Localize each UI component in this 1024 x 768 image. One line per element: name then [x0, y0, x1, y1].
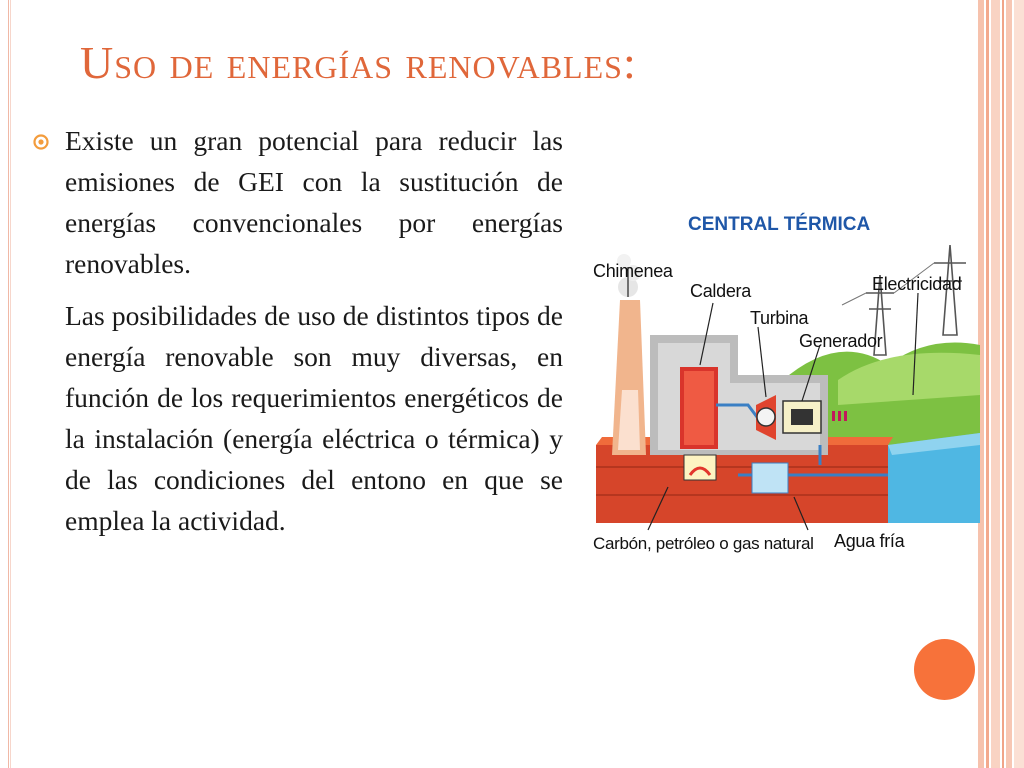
power-plant-diagram [588, 205, 980, 577]
paragraph: Existe un gran potencial para reducir las emisiones de GEI con la sustitución de energías convencionales por energías renovables. [65, 125, 563, 279]
frame-line [10, 0, 11, 768]
decorative-circle [914, 639, 975, 700]
label-generador: Generador [799, 331, 883, 351]
label-combustible: Carbón, petróleo o gas natural [593, 534, 814, 553]
frame-line [8, 0, 9, 768]
label-caldera: Caldera [690, 281, 751, 301]
body-text [65, 120, 563, 541]
label-chimenea: Chimenea [593, 261, 673, 281]
diagram-title: CENTRAL TÉRMICA [688, 214, 871, 235]
bullet-icon [33, 134, 49, 150]
label-turbina: Turbina [750, 308, 809, 328]
paragraph: Las posibilidades de uso de distintos tipos de energía renovable son muy diversas, en función de los requerimientos energéticos de la instalación (energía eléctrica o térmica) y de las condiciones del entono en que se emplea la actividad. [65, 300, 563, 536]
label-agua: Agua fría [834, 531, 905, 551]
decorative-stripes [978, 0, 1024, 768]
page-title: Uso de energías renovables: [80, 37, 637, 88]
label-electricidad: Electricidad [872, 274, 962, 294]
